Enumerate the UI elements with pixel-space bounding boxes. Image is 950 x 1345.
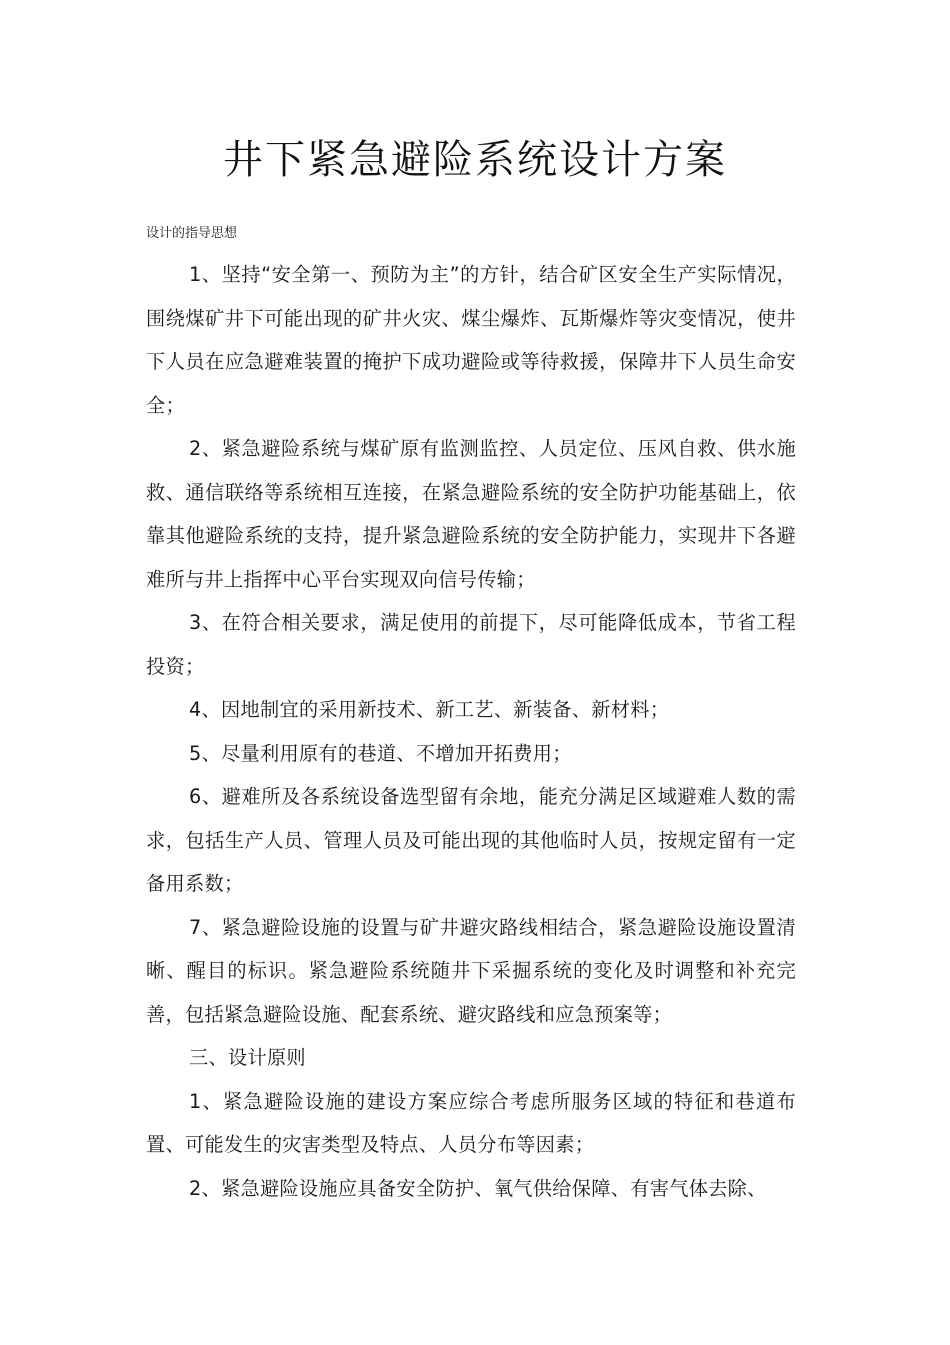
paragraph: 6、避难所及各系统设备选型留有余地，能充分满足区域避难人数的需求，包括生产人员、管理人员及可能出现的其他临时人员，按规定留有一定备用系数； bbox=[146, 785, 796, 895]
section-heading: 三、设计原则 bbox=[189, 1046, 306, 1069]
paragraph: 4、因地制宜的采用新技术、新工艺、新装备、新材料； bbox=[189, 698, 670, 721]
paragraph: 5、尽量利用原有的巷道、不增加开拓费用； bbox=[189, 741, 572, 765]
paragraph: 2、紧急避险设施应具备安全防护、氧气供给保障、有害气体去除、 bbox=[189, 1176, 767, 1200]
document-body bbox=[146, 253, 796, 1210]
paragraph: 7、紧急避险设施的设置与矿井避灾路线相结合，紧急避险设施设置清晰、醒目的标识。紧急避险系统随井下采掘系统的变化及时调整和补充完善，包括紧急避险设施、配套系统、避灾路线和应急预案等； bbox=[146, 915, 796, 1026]
paragraph: 2、紧急避险系统与煤矿原有监测监控、人员定位、压风自救、供水施救、通信联络等系统相互连接，在紧急避险系统的安全防护功能基础上，依靠其他避险系统的支持，提升紧急避险系统的安全防护能力，实现井下各避难所与井上指挥中心平台实现双向信号传输； bbox=[146, 437, 796, 591]
paragraph: 1、坚持“安全第一、预防为主”的方针，结合矿区安全生产实际情况，围绕煤矿井下可能出现的矿井火灾、煤尘爆炸、瓦斯爆炸等灾变情况，使井下人员在应急避难装置的掩护下成功避险或等待救援，保障井下人员生命安全； bbox=[146, 263, 796, 417]
document-title: 井下紧急避险系统设计方案 bbox=[223, 137, 727, 183]
paragraph: 3、在符合相关要求，满足使用的前提下，尽可能降低成本，节省工程投资； bbox=[146, 611, 796, 678]
section-subheading: 设计的指导思想 bbox=[146, 226, 238, 241]
paragraph: 1、紧急避险设施的建设方案应综合考虑所服务区域的特征和巷道布置、可能发生的灾害类型及特点、人员分布等因素； bbox=[146, 1089, 796, 1156]
